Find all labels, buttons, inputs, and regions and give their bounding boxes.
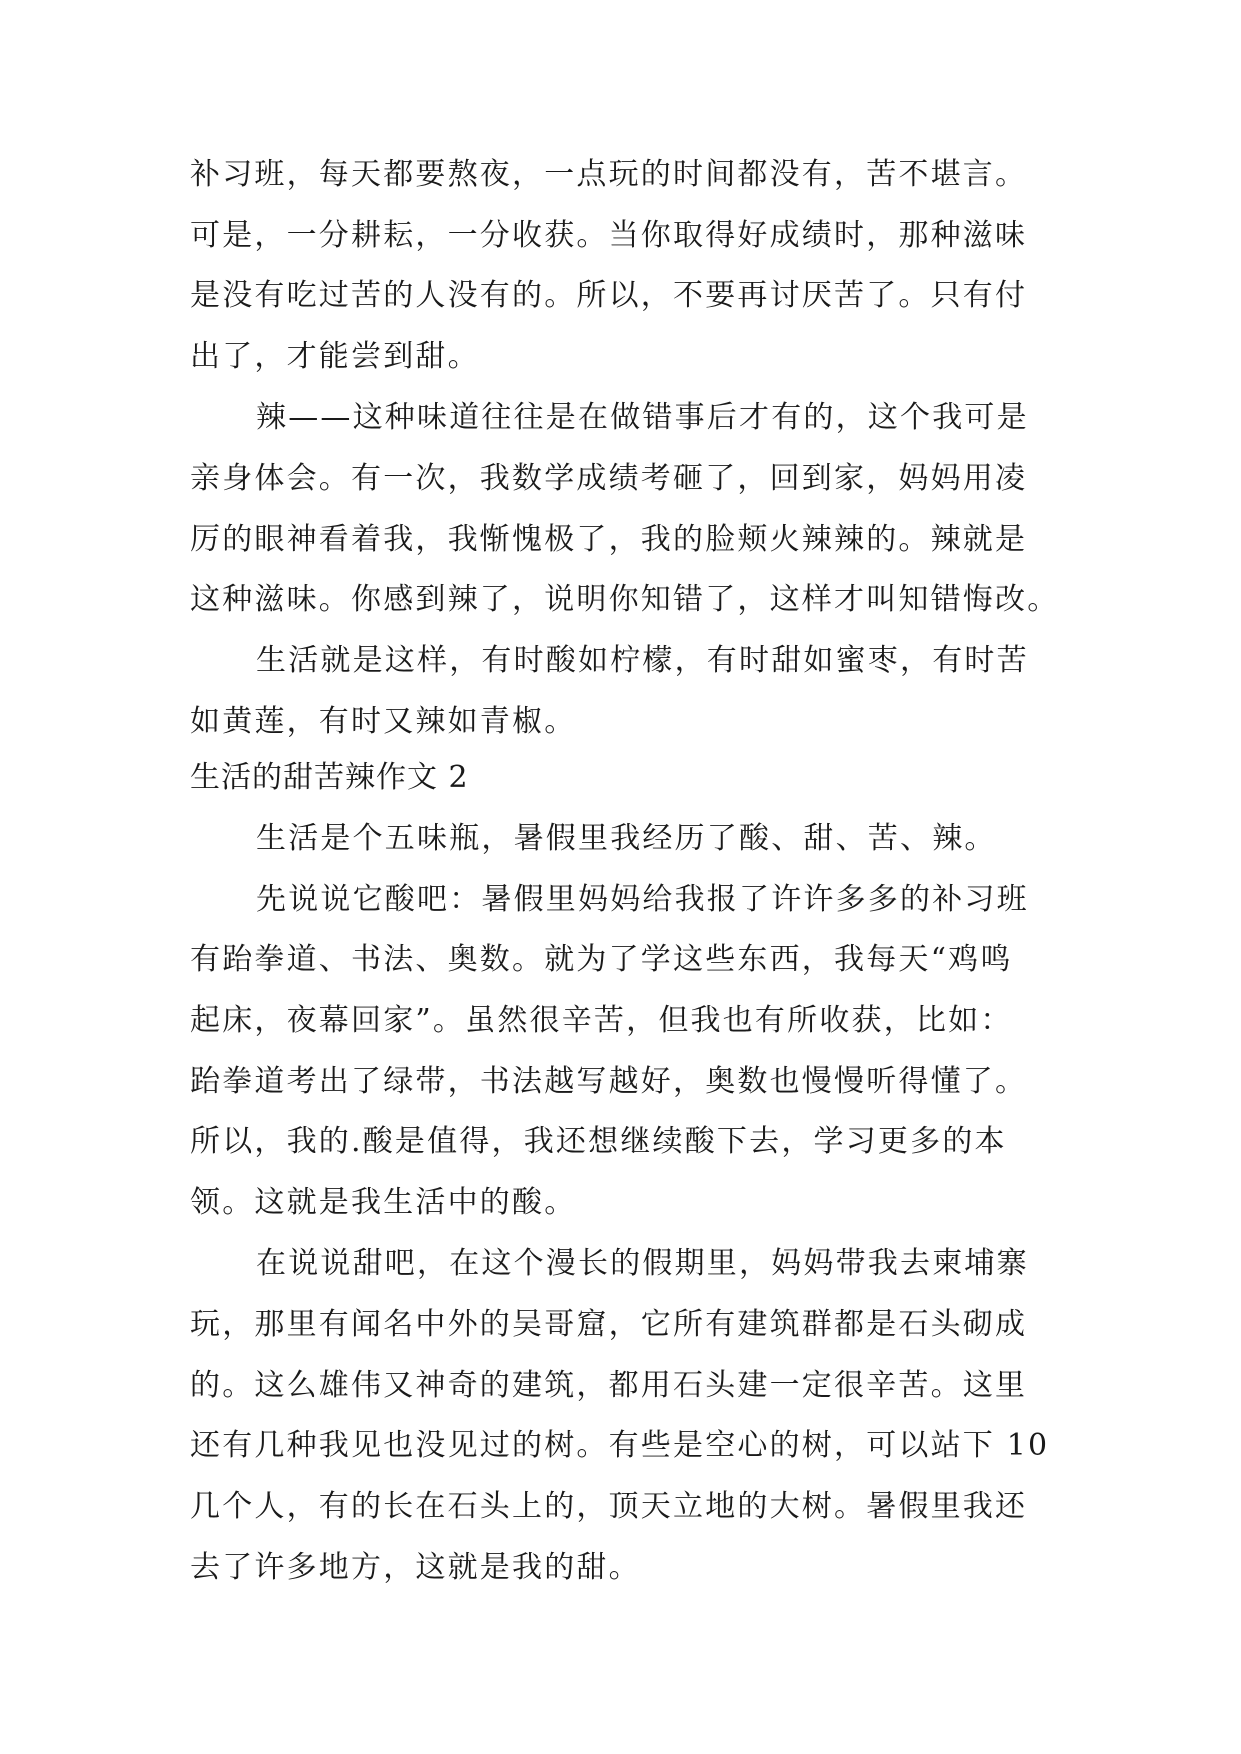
- text-line: 如黄莲，有时又辣如青椒。: [190, 704, 577, 739]
- paragraph-start-line: 先说说它酸吧：暑假里妈妈给我报了许许多多的补习班: [256, 882, 1029, 917]
- text-line: 亲身体会。有一次，我数学成绩考砸了，回到家，妈妈用凌: [190, 461, 1028, 496]
- text-line: 可是，一分耕耘，一分收获。当你取得好成绩时，那种滋味: [190, 218, 1028, 253]
- text-line: 的。这么雄伟又神奇的建筑，都用石头建一定很辛苦。这里: [190, 1368, 1028, 1403]
- paragraph-start-line: 生活就是这样，有时酸如柠檬，有时甜如蜜枣，有时苦: [256, 643, 1029, 678]
- text-line: 起床，夜幕回家”。虽然很辛苦，但我也有所收获，比如：: [190, 1003, 1013, 1038]
- text-line: 是没有吃过苦的人没有的。所以，不要再讨厌苦了。只有付: [190, 278, 1028, 313]
- text-line: 厉的眼神看着我，我惭愧极了，我的脸颊火辣辣的。辣就是: [190, 522, 1028, 557]
- text-line: 这种滋味。你感到辣了，说明你知错了，这样才叫知错悔改。: [190, 582, 1060, 617]
- text-line: 有跆拳道、书法、奥数。就为了学这些东西，我每天“鸡鸣: [190, 942, 1013, 977]
- text-line: 出了，才能尝到甜。: [190, 339, 480, 374]
- section-heading: 生活的甜苦辣作文 2: [190, 760, 469, 795]
- text-line: 领。这就是我生活中的酸。: [190, 1185, 577, 1220]
- text-line: 去了许多地方，这就是我的甜。: [190, 1550, 641, 1585]
- text-line: 几个人，有的长在石头上的，顶天立地的大树。暑假里我还: [190, 1489, 1028, 1524]
- text-line: 补习班，每天都要熬夜，一点玩的时间都没有，苦不堪言。: [190, 157, 1028, 192]
- text-line: 还有几种我见也没见过的树。有些是空心的树，可以站下 10: [190, 1428, 1050, 1463]
- paragraph-start-line: 在说说甜吧，在这个漫长的假期里，妈妈带我去柬埔寨: [256, 1246, 1029, 1281]
- paragraph-start-line: 生活是个五味瓶，暑假里我经历了酸、甜、苦、辣。: [256, 821, 997, 856]
- text-line: 玩，那里有闻名中外的吴哥窟，它所有建筑群都是石头砌成: [190, 1307, 1028, 1342]
- text-line: 所以，我的.酸是值得，我还想继续酸下去，学习更多的本: [190, 1124, 1007, 1159]
- paragraph-start-line: 辣——这种味道往往是在做错事后才有的，这个我可是: [256, 400, 1029, 435]
- text-line: 跆拳道考出了绿带，书法越写越好，奥数也慢慢听得懂了。: [190, 1064, 1028, 1099]
